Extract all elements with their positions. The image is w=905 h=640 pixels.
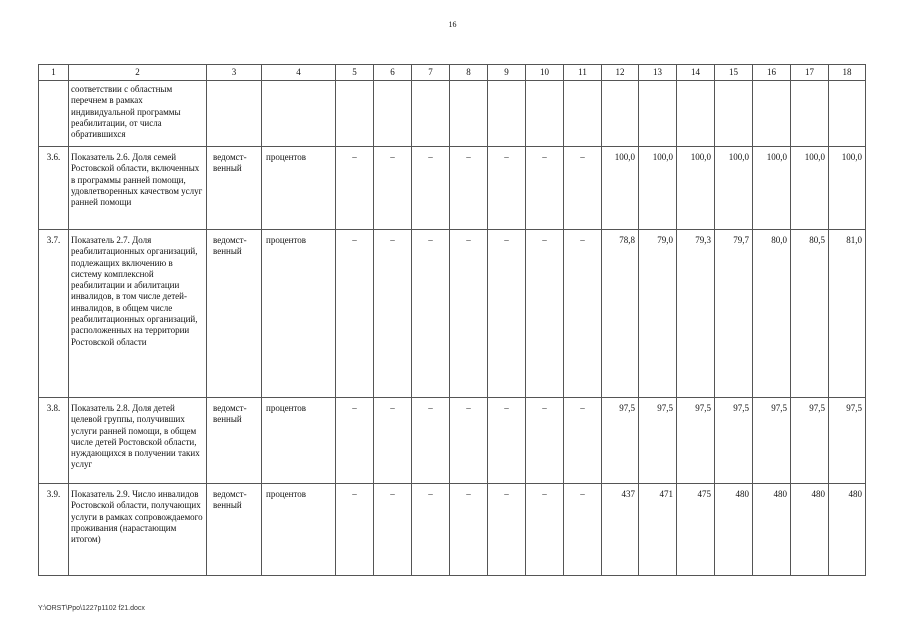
header-cell: 1 — [39, 65, 69, 81]
value-cell: 100,0 — [829, 147, 866, 230]
header-cell: 11 — [564, 65, 602, 81]
indicators-table — [38, 64, 866, 576]
value-cell: 100,0 — [715, 147, 753, 230]
source-cell — [207, 81, 262, 147]
footer-file-path: Y:\ORST\Ppo\1227p1102 f21.docx — [38, 605, 145, 612]
indicator-cell: Показатель 2.9. Число инвалидов Ростовской области, получающих услуги в рамках сопровождаемого проживания (нарастающим итогом) — [69, 484, 207, 576]
empty-cell — [677, 81, 715, 147]
empty-cell — [715, 81, 753, 147]
unit-cell — [262, 81, 336, 147]
value-cell: 100,0 — [639, 147, 677, 230]
empty-cell — [412, 81, 450, 147]
dash-cell: – — [526, 147, 564, 230]
header-cell: 8 — [450, 65, 488, 81]
header-cell: 18 — [829, 65, 866, 81]
indicator-cell: Показатель 2.6. Доля семей Ростовской области, включенных в программы ранней помощи, удовлетворенных качеством услуг ранней помощи — [69, 147, 207, 230]
header-cell: 5 — [336, 65, 374, 81]
dash-cell: – — [374, 230, 412, 398]
row-number-cell: 3.9. — [39, 484, 69, 576]
dash-cell: – — [336, 398, 374, 484]
header-cell: 16 — [753, 65, 791, 81]
value-cell: 79,3 — [677, 230, 715, 398]
source-cell: ведомст-венный — [207, 484, 262, 576]
dash-cell: – — [412, 147, 450, 230]
table-row — [39, 484, 866, 576]
value-cell: 100,0 — [677, 147, 715, 230]
empty-cell — [602, 81, 639, 147]
row-number-cell: 3.8. — [39, 398, 69, 484]
value-cell: 97,5 — [791, 398, 829, 484]
value-cell: 80,5 — [791, 230, 829, 398]
header-cell: 3 — [207, 65, 262, 81]
header-cell: 4 — [262, 65, 336, 81]
header-row — [39, 65, 866, 81]
empty-cell — [526, 81, 564, 147]
dash-cell: – — [450, 147, 488, 230]
empty-cell — [829, 81, 866, 147]
unit-cell: процентов — [262, 398, 336, 484]
value-cell: 100,0 — [753, 147, 791, 230]
header-cell: 15 — [715, 65, 753, 81]
row-number-cell: 3.7. — [39, 230, 69, 398]
dash-cell: – — [412, 484, 450, 576]
source-cell: ведомст-венный — [207, 147, 262, 230]
dash-cell: – — [336, 230, 374, 398]
table-row — [39, 230, 866, 398]
dash-cell: – — [450, 230, 488, 398]
value-cell: 471 — [639, 484, 677, 576]
dash-cell: – — [412, 398, 450, 484]
empty-cell — [374, 81, 412, 147]
unit-cell: процентов — [262, 230, 336, 398]
value-cell: 80,0 — [753, 230, 791, 398]
source-cell: ведомст-венный — [207, 398, 262, 484]
dash-cell: – — [564, 147, 602, 230]
empty-cell — [639, 81, 677, 147]
value-cell: 97,5 — [715, 398, 753, 484]
value-cell: 480 — [753, 484, 791, 576]
header-cell: 2 — [69, 65, 207, 81]
dash-cell: – — [336, 147, 374, 230]
header-cell: 6 — [374, 65, 412, 81]
value-cell: 100,0 — [791, 147, 829, 230]
empty-cell — [488, 81, 526, 147]
header-cell: 12 — [602, 65, 639, 81]
dash-cell: – — [526, 398, 564, 484]
value-cell: 97,5 — [602, 398, 639, 484]
page-number: 16 — [448, 20, 457, 29]
dash-cell: – — [488, 147, 526, 230]
header-cell: 10 — [526, 65, 564, 81]
dash-cell: – — [488, 398, 526, 484]
table-row — [39, 147, 866, 230]
value-cell: 79,0 — [639, 230, 677, 398]
indicator-cell: соответствии с областным перечнем в рамках индивидуальной программы реабилитации, от числа обратившихся — [69, 81, 207, 147]
value-cell: 480 — [791, 484, 829, 576]
header-cell: 14 — [677, 65, 715, 81]
dash-cell: – — [412, 230, 450, 398]
dash-cell: – — [564, 398, 602, 484]
value-cell: 97,5 — [753, 398, 791, 484]
source-cell: ведомст-венный — [207, 230, 262, 398]
continuation-row — [39, 81, 866, 147]
dash-cell: – — [526, 230, 564, 398]
value-cell: 97,5 — [677, 398, 715, 484]
value-cell: 78,8 — [602, 230, 639, 398]
header-cell: 13 — [639, 65, 677, 81]
unit-cell: процентов — [262, 147, 336, 230]
empty-cell — [753, 81, 791, 147]
row-number-cell — [39, 81, 69, 147]
table-row — [39, 398, 866, 484]
dash-cell: – — [488, 484, 526, 576]
value-cell: 79,7 — [715, 230, 753, 398]
value-cell: 480 — [829, 484, 866, 576]
empty-cell — [564, 81, 602, 147]
value-cell: 97,5 — [829, 398, 866, 484]
dash-cell: – — [450, 484, 488, 576]
dash-cell: – — [336, 484, 374, 576]
value-cell: 480 — [715, 484, 753, 576]
dash-cell: – — [526, 484, 564, 576]
empty-cell — [450, 81, 488, 147]
header-cell: 9 — [488, 65, 526, 81]
row-number-cell: 3.6. — [39, 147, 69, 230]
empty-cell — [791, 81, 829, 147]
indicator-cell: Показатель 2.8. Доля детей целевой группы, получивших услуги ранней помощи, в общем числе детей Ростовской области, нуждающихся в получении таких услуг — [69, 398, 207, 484]
value-cell: 97,5 — [639, 398, 677, 484]
header-cell: 7 — [412, 65, 450, 81]
unit-cell: процентов — [262, 484, 336, 576]
dash-cell: – — [564, 230, 602, 398]
value-cell: 81,0 — [829, 230, 866, 398]
dash-cell: – — [488, 230, 526, 398]
header-cell: 17 — [791, 65, 829, 81]
value-cell: 437 — [602, 484, 639, 576]
value-cell: 475 — [677, 484, 715, 576]
indicator-cell: Показатель 2.7. Доля реабилитационных организаций, подлежащих включению в систему комплексной реабилитации и абилитации инвалидов, в том числе детей-инвалидов, в общем числе реабилитационных организаций, расположенных на территории Ростовской области — [69, 230, 207, 398]
dash-cell: – — [374, 484, 412, 576]
dash-cell: – — [374, 147, 412, 230]
value-cell: 100,0 — [602, 147, 639, 230]
empty-cell — [336, 81, 374, 147]
dash-cell: – — [564, 484, 602, 576]
dash-cell: – — [374, 398, 412, 484]
dash-cell: – — [450, 398, 488, 484]
